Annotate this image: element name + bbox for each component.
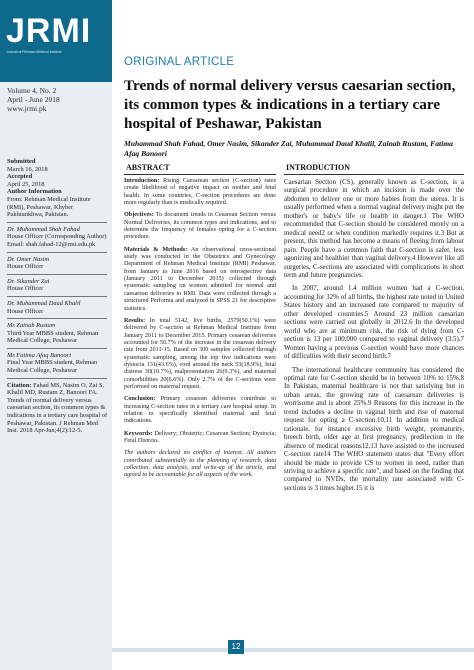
divider (7, 348, 107, 349)
journal-url[interactable]: www.jrmi.pk (7, 104, 47, 113)
abstract-conclusion (124, 396, 276, 425)
author-4-desc: House Officer (7, 307, 44, 315)
abstract-kw-text: Delivery; Obstetric; Cesarean Section; Dystocia; Fetal Distress. (124, 430, 276, 444)
author-list: Muhammad Shah Fahad, Omer Nasim, Sikander Zai, Muhammad Daud Khalil, Zainab Rustam, Fatima Afaq Banoori (124, 139, 453, 158)
abstract-keywords (124, 431, 276, 446)
author-3-desc: House Officer (7, 285, 44, 293)
page-number: 12 (228, 640, 244, 654)
abstract-obj-text: To document trends in Cesarean Section versus Normal Deliveries, its common types and indications, and to determine the frequency of females opting for a C-section procedure. (124, 212, 276, 241)
abstract-results-label: Results: (124, 317, 146, 324)
author-2-desc: House Officer (7, 263, 44, 271)
abstract-obj-label: Objectives: (124, 212, 154, 219)
submitted-label: Submitted (7, 158, 36, 165)
journal-logo-box (0, 0, 112, 82)
journal-logo: JRMI (6, 12, 92, 50)
abstract-objectives (124, 212, 276, 241)
divider (7, 296, 107, 297)
abstract-results-text: In total 5142, live births, 2579(50.1%) were delivered by C-section at Rehman Medical Institute from January 2011 to December 2015. Primary cesarean deliveries accounted for 56.7% of the increase in the cesarean delivery rate from 2011-15. Based on 300 samples collected through systematic sampling, among the top five indications were dystocia 131(43.6%), cord around the neck 53(18.9%), fetal distress 30(10.7%), malpresentation 26(9.3%), and maternal comorbidities 20(6.6%). Only 2.7% of the C-sections were performed on maternal request. (124, 317, 276, 390)
abstract-results (124, 318, 276, 391)
article-info (7, 158, 109, 435)
abstract-methods-label: Materials & Methods: (124, 246, 188, 253)
abstract-methods (124, 247, 276, 313)
abstract-kw-label: Keywords: (124, 430, 153, 437)
author-2-name: Dr. Omer Nasim (7, 255, 50, 263)
submitted-date: March 16, 2018 (7, 165, 48, 173)
intro-paragraph-3: The international healthcare community has considered the optimal rate for C-section should be in between 10% to 15%.8 In Pakistan, maternal healthcare is not that satisfying but in urban areas, the growing rate of caesarean deliveries is worrisome and is about 25%.9 Reasons for this increase in the trend includes a decline in vaginal birth and rise of maternal request for opting a C-section.10,11 In addition to medical rationale, for instance excessive birth weight, prematurity, breech birth, older age at first pregnancy, predilection in the absence of medical reasons12,13 have assisted to the increased C-section rate14 The WHO statement states that "Every effort should be made to provide CS to women in need, rather than striving to achieve a specific rate", and based on the finding that compared to NVDs, the mortality rate associated with C-sections is 3 times higher.15 it is (284, 365, 464, 492)
abstract-intro-text: Rising Caesarean section (C-section) rates create likelihood of negative impact on mother and fetal health. In some countries, C-section procedures are done more regularly than is medically required. (124, 178, 276, 207)
abstract-rule (124, 174, 276, 175)
article-title: Trends of normal delivery versus caesarian section, its common types & indications in a tertiary care hospital of Peshawar, Pakistan (124, 77, 456, 132)
divider (7, 274, 107, 275)
introduction-heading: INTRODUCTION (286, 163, 351, 172)
abstract-body (124, 178, 276, 485)
volume-period: April - June 2018 (7, 95, 60, 104)
author-1-name: Dr. Muhammad Shah Fahad (7, 225, 80, 233)
citation-text: Fahad MS, Nasim O, Zai S, Khalil MD, Rustam Z, Banoori FA. Trends of normal delivery versus caesarian section, its common types & indications in a tertiary care hospital of Peshawar, Pakistan. J Rehman Med Inst. 2018 Apr-Jun;4(2):12-5. (7, 381, 108, 435)
author-5-desc: Third Year MBBS student, Rehman Medical College, Peshawar (7, 329, 99, 345)
journal-logo-subtitle: Journal of Rehman Medical Institute (6, 50, 62, 54)
author-5-name: Ms Zainab Rustam (7, 322, 56, 330)
volume-info (7, 86, 60, 113)
article-type: ORIGINAL ARTICLE (124, 56, 235, 68)
abstract-introduction (124, 178, 276, 207)
author-info: From: Rehman Medical Institute (RMI), Peshawar, Khyber Pakhtunkhwa, Pakistan. (7, 195, 91, 219)
accepted-date: April 25, 2018 (7, 180, 45, 188)
abstract-intro-label: Introduction: (124, 178, 160, 184)
author-6-name: Ms Fatima Afaq Banoori (7, 351, 71, 359)
intro-paragraph-2: In 2007, around 1.4 million women had a C-section, accounting for 32% of all births, the highest rate noted in United States history and an increased rate compared to majority of other developed countries.5 Around 23 million caesarian sections were carried out globally in 2012.6 In the developed world who are at minimum risk, the risk of dying from C-section is 13 per 100,000 compared to vaginal delivery (3.5).7 Women having a previous C-section would have more chances of difficulties with their second birth.7 (284, 284, 464, 361)
author-info-label: Author Information (7, 188, 62, 196)
citation (7, 382, 109, 435)
accepted-label: Accepted (7, 173, 33, 181)
divider (7, 378, 107, 379)
author-6-desc: Final Year MBBS student, Rehman Medical College, Peshawar (7, 359, 98, 375)
divider (7, 222, 107, 223)
intro-paragraph-1: Caesarian Section (CS), generally known as C-section, is a surgical procedure in which an incision is made over the abdomen to deliver one or more babies from the uterus. It is usually performed when a normal vaginal delivery might put the mother's or baby's life or health in danger.1 The WHO recommended that C-section should be considered merely on a medical need2 or when condition markedly requires it.3 But at present, this method has become a means of fleeing from labour pain. People have a common faith that C-section is safer, less agonizing and healthier than vaginal delivery.4 However like all surgeries, C-sections are associated with complications in short term and future pregnancies. (284, 178, 464, 279)
volume-number: Volume 4, No. 2 (7, 86, 57, 95)
author-1-desc: House Officer (Corresponding Author) Email: shah.fahad-12@rmi.edu.pk (7, 233, 107, 248)
abstract-methods-text: An observational cross-sectional study was conducted in the Obstetrics and Gynecology Department of Rehman Medical Institute (RMI) Peshawar, from January to June 2016 based on retrospective data (January 2011 to December 2015) collected through systematic sampling on women admitted for normal and caesarean deliveries to RMI. Data were collected through a structured Performa and analyzed in SPSS 21 for descriptive statistics. (124, 246, 276, 312)
citation-label: Citation: (7, 381, 32, 389)
footer-bar (112, 648, 474, 652)
abstract-declaration: The authors declared no conflict of interest. All authors contributed substantially to the planning of research, data collection, data analysis, and write-up of the article, and agreed to be accountable for all aspects of the work. (124, 450, 276, 479)
author-4-name: Dr. Muhammad Daud Khalil (7, 299, 81, 307)
abstract-concl-text: Primary cesarean deliveries contribute to increasing C-section rates in a tertiary care hospital setup. In relation to specifically identified maternal and fetal indications. (124, 396, 276, 425)
sidebar-panel (0, 0, 112, 670)
author-3-name: Dr. Sikander Zai (7, 277, 50, 285)
abstract-heading: ABSTRACT (126, 163, 170, 172)
introduction-body (284, 178, 464, 497)
introduction-rule (284, 174, 464, 175)
abstract-concl-label: Conclusion: (124, 396, 156, 403)
divider (7, 252, 107, 253)
divider (7, 318, 107, 319)
